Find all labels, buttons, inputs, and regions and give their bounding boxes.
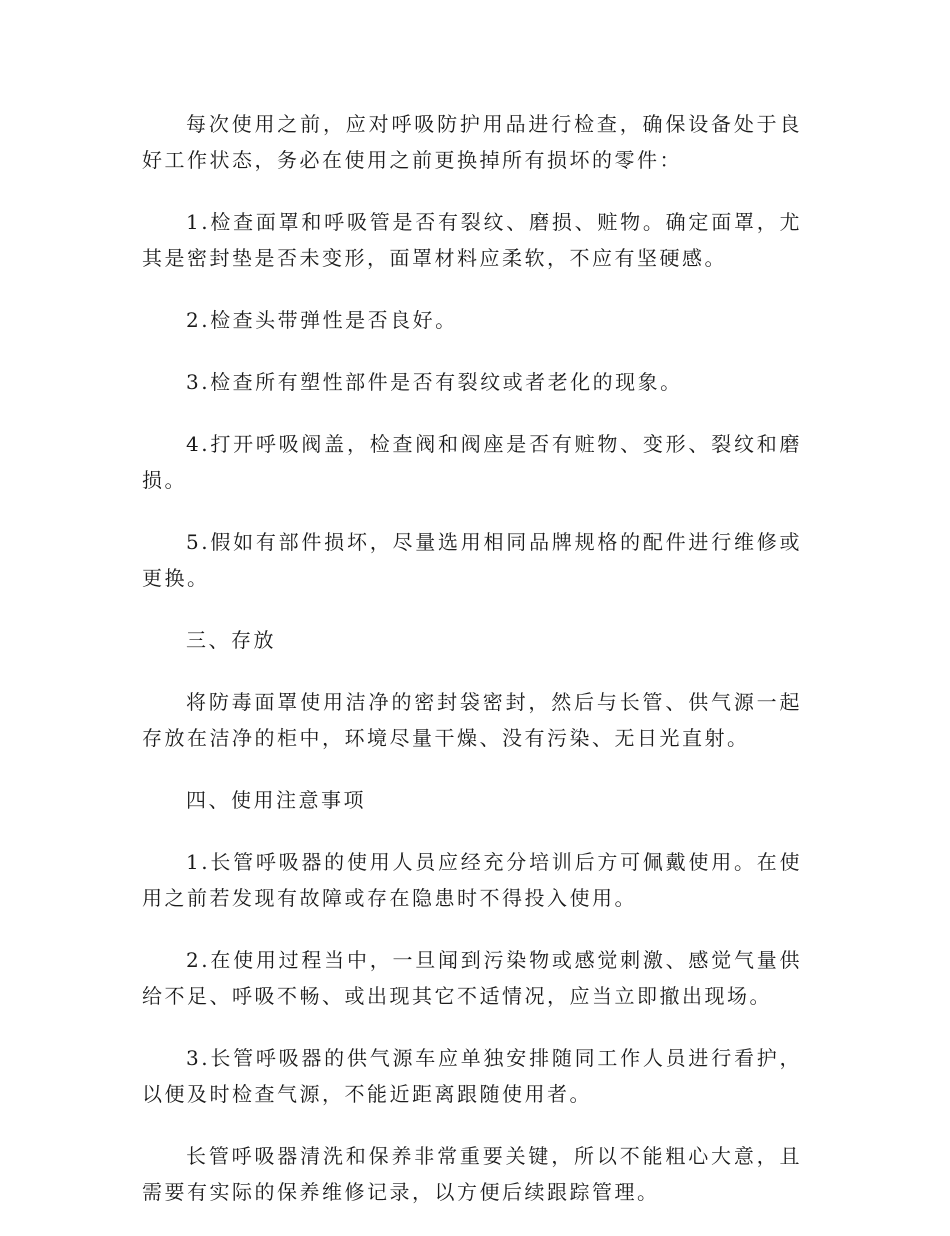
precaution-item-3: 3.长管呼吸器的供气源车应单独安排随同工作人员进行看护，以便及时检查气源，不能近距离跟随使用者。 [142, 1046, 802, 1106]
precaution-item-1: 1.长管呼吸器的使用人员应经充分培训后方可佩戴使用。在使用之前若发现有故障或存在隐患时不得投入使用。 [142, 850, 802, 910]
closing-paragraph: 长管呼吸器清洗和保养非常重要关键，所以不能粗心大意，且需要有实际的保养维修记录，以方便后续跟踪管理。 [142, 1144, 802, 1204]
intro-paragraph: 每次使用之前，应对呼吸防护用品进行检查，确保设备处于良好工作状态，务必在使用之前更换掉所有损坏的零件： [142, 112, 802, 172]
precaution-item-2: 2.在使用过程当中，一旦闻到污染物或感觉刺激、感觉气量供给不足、呼吸不畅、或出现其它不适情况，应当立即撤出现场。 [142, 948, 802, 1008]
section-heading-precautions: 四、使用注意事项 [186, 788, 366, 812]
section-heading-storage: 三、存放 [186, 628, 276, 652]
check-item-5: 5.假如有部件损坏，尽量选用相同品牌规格的配件进行维修或更换。 [142, 530, 802, 590]
document-body [142, 106, 802, 1236]
check-item-1: 1.检查面罩和呼吸管是否有裂纹、磨损、赃物。确定面罩，尤其是密封垫是否未变形，面罩材料应柔软，不应有坚硬感。 [142, 210, 802, 270]
check-item-3: 3.检查所有塑性部件是否有裂纹或者老化的现象。 [186, 370, 683, 394]
storage-paragraph: 将防毒面罩使用洁净的密封袋密封，然后与长管、供气源一起存放在洁净的柜中，环境尽量干燥、没有污染、无日光直射。 [142, 690, 802, 750]
check-item-2: 2.检查头带弹性是否良好。 [186, 308, 458, 332]
check-item-4: 4.打开呼吸阀盖，检查阀和阀座是否有赃物、变形、裂纹和磨损。 [142, 432, 802, 492]
